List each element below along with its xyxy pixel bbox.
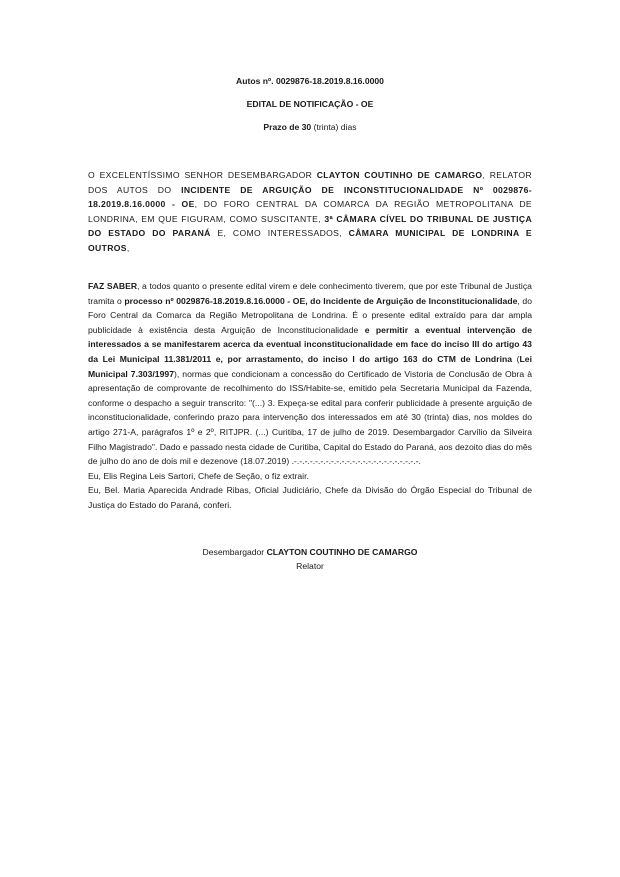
edital-title-text: EDITAL DE NOTIFICAÇÃO - OE (246, 99, 374, 109)
autos-number-line (0, 76, 620, 87)
intro-bold-suscitante: 3ª CÂMARA CÍVEL DO TRIBUNAL DE JUSTIÇA DO ESTADO DO PARANÁ (88, 213, 532, 239)
intro-bold-relator-name: CLAYTON COUTINHO DE CAMARGO (316, 170, 483, 180)
prazo-line (0, 122, 620, 133)
body-bold-processo: processo nº 0029876-18.2019.8.16.0000 - OE, do Incidente de Arguição de Inconstitucionalidade (124, 295, 518, 306)
body-bold-lei: Lei Municipal 7.303/1997 (88, 353, 533, 379)
intro-text-1: O EXCELENTÍSSIMO SENHOR DESEMBARGADOR (88, 170, 317, 180)
body-text-3: ( (512, 353, 520, 364)
body-text-2: , do Foro Central da Comarca da Região Metropolitana de Londrina. É o presente edital extraído para dar ampla publicidade à existência desta Arguição de Inconstitucionalidade (88, 295, 532, 335)
faz-saber: FAZ SABER (88, 281, 138, 291)
signature-role (0, 561, 620, 572)
intro-text-3: , DO FORO CENTRAL DA COMARCA DA REGIÃO METROPOLITANA DE LONDRINA, EM QUE FIGURAM, COMO SUSCITANTE, (88, 199, 533, 224)
body-text-4: ), normas que condicionam a concessão do Certificado de Vistoria de Conclusão de Obra à apresentação de comprovante de recolhimento do ISS/Habite-se, emitido pela Secretaria Municipal da Fazenda, conforme o despacho a seguir transcrito: "(...) 3. Expeça-se edital para conferir publicidade à presente arguição de inconstitucionalidade, conferindo prazo para intervenção dos interessados em até 30 (trinta) dias, nos moldes do artigo 271-A, parágrafos 1º e 2º, RITJPR. (...) Curitiba, 17 de julho de 2019. Desembargador Carvílio da Silveira Filho Magistrado". Dado e passado nesta cidade de Curitiba, Capital do Estado do Paraná, aos dezoito dias do mês de julho do ano de dois mil e dezenove (18.07.2019) .-.-.-.-.-.-.-.-.-.-.-.-.-.-.-.-.-.-.-.-.-.-.-.-. (88, 368, 532, 467)
body-paragraph (88, 279, 532, 513)
intro-paragraph (88, 168, 532, 256)
secao-line: Eu, Elis Regina Leis Sartori, Chefe de Seção, o fiz extrair. (88, 470, 309, 481)
autos-label: Autos nº. (236, 76, 274, 86)
prazo-number: 30 (301, 122, 312, 132)
body-bold-intervencao: e permitir a eventual intervenção de interessados a se manifestarem acerca da eventual inconstitucionalidade em face do inciso III do artigo 43 da Lei Municipal 11.381/2011 e, por arrastamento, do inciso I do artigo 163 do CTM de Londrina (88, 324, 532, 364)
autos-number: 0029876-18.2019.8.16.0000 (275, 76, 384, 86)
intro-bold-incidente: INCIDENTE DE ARGUIÇÃO DE INCONSTITUCIONALIDADE Nº 0029876-18.2019.8.16.0000 - OE (88, 184, 533, 210)
conferi-line: Eu, Bel. Maria Aparecida Andrade Ribas, Oficial Judiciário, Chefe da Divisão do Órgão Especial do Tribunal de Justiça do Estado do Paraná, conferi. (88, 485, 532, 510)
signature-role-text: Relator (296, 561, 324, 571)
intro-text-4: E, COMO INTERESSADOS, (210, 228, 349, 239)
prazo-label: Prazo de (263, 122, 300, 132)
signature-line (0, 547, 620, 558)
edital-title (0, 99, 620, 110)
intro-bold-interessados: CÂMARA MUNICIPAL DE LONDRINA E OUTROS (88, 228, 532, 253)
prazo-rest: (trinta) dias (313, 122, 357, 132)
intro-text-5: , (126, 242, 130, 253)
signature-name: CLAYTON COUTINHO DE CAMARGO (266, 547, 418, 557)
body-text-1: , a todos quanto o presente edital virem e dele conhecimento tiverem, que por este Tribunal de Justiça tramita o (88, 281, 532, 306)
signature-title: Desembargador (202, 547, 265, 557)
intro-text-2: , RELATOR DOS AUTOS DO (88, 170, 532, 195)
